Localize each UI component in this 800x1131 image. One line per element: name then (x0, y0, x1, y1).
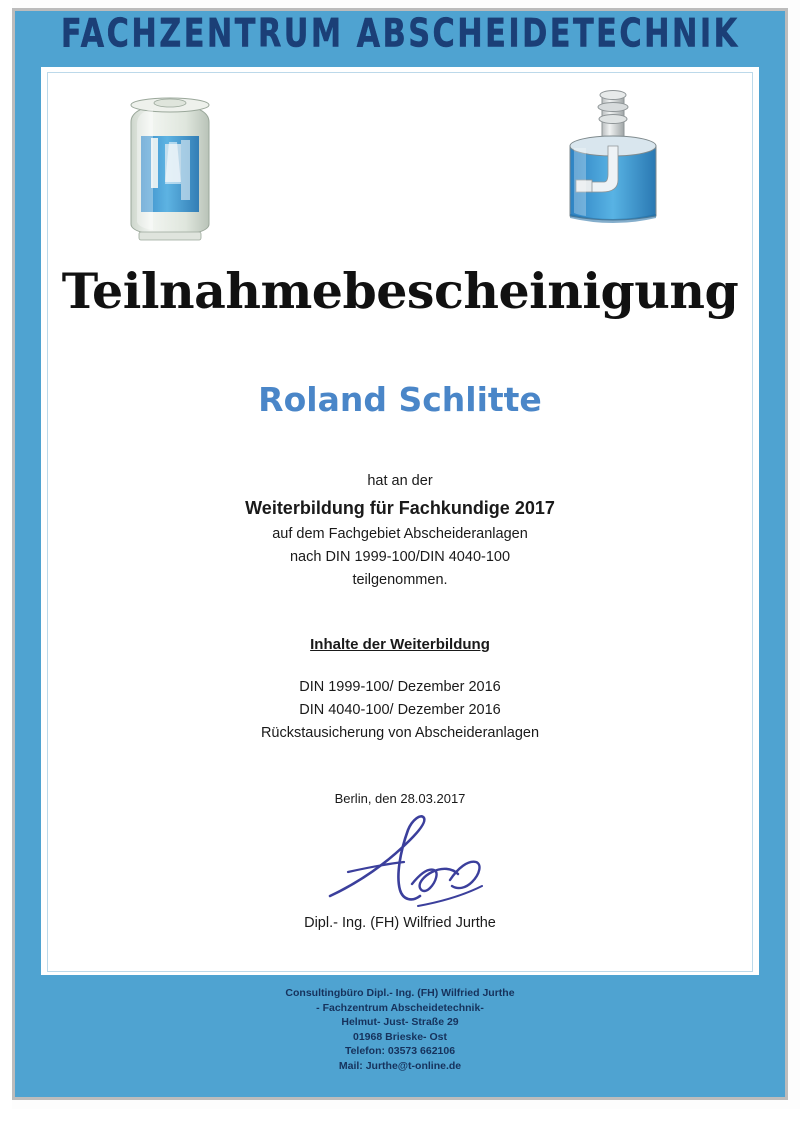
scan-margin-left (0, 0, 12, 1131)
list-item: DIN 1999-100/ Dezember 2016 (299, 679, 501, 695)
footer-contact-block (47, 986, 753, 1073)
participation-line: teilgenommen. (352, 572, 448, 588)
recipient-name: Roland Schlitte (258, 380, 542, 419)
certificate-body (47, 470, 753, 592)
organization-banner (15, 11, 785, 57)
contents-list (47, 676, 753, 745)
border-band-right (759, 11, 785, 1097)
page-title: Teilnahmebescheinigung (61, 262, 739, 320)
place-and-date: Berlin, den 28.03.2017 (334, 791, 466, 806)
list-item: DIN 4040-100/ Dezember 2016 (299, 702, 501, 718)
footer-line: Consultingbüro Dipl.- Ing. (FH) Wilfried Jurthe (285, 987, 515, 999)
footer-line: 01968 Brieske- Ost (353, 1030, 447, 1043)
signature-image (300, 810, 520, 920)
organization-banner-text: FACHZENTRUM ABSCHEIDETECHNIK (60, 11, 740, 57)
subject-line: auf dem Fachgebiet Abscheideranlagen (272, 526, 528, 542)
sludge-trap-illustration (556, 88, 666, 243)
separator-tank-illustration (115, 88, 225, 248)
contents-heading: Inhalte der Weiterbildung (310, 636, 490, 653)
footer-line: Helmut- Just- Straße 29 (341, 1016, 459, 1028)
course-title: Weiterbildung für Fachkundige 2017 (245, 498, 555, 518)
scan-margin-bottom (0, 1109, 800, 1131)
list-item: Rückstausicherung von Abscheideranlagen (260, 725, 540, 741)
standard-line: nach DIN 1999-100/DIN 4040-100 (289, 549, 511, 565)
footer-line: Telefon: 03573 662106 (344, 1045, 456, 1057)
signer-name: Dipl.- Ing. (FH) Wilfried Jurthe (304, 915, 496, 931)
footer-line: - Fachzentrum Abscheidetechnik- (316, 1001, 484, 1014)
border-band-left (15, 11, 41, 1097)
footer-line: Mail: Jurthe@t-online.de (338, 1059, 462, 1072)
intro-line: hat an der (367, 473, 433, 489)
